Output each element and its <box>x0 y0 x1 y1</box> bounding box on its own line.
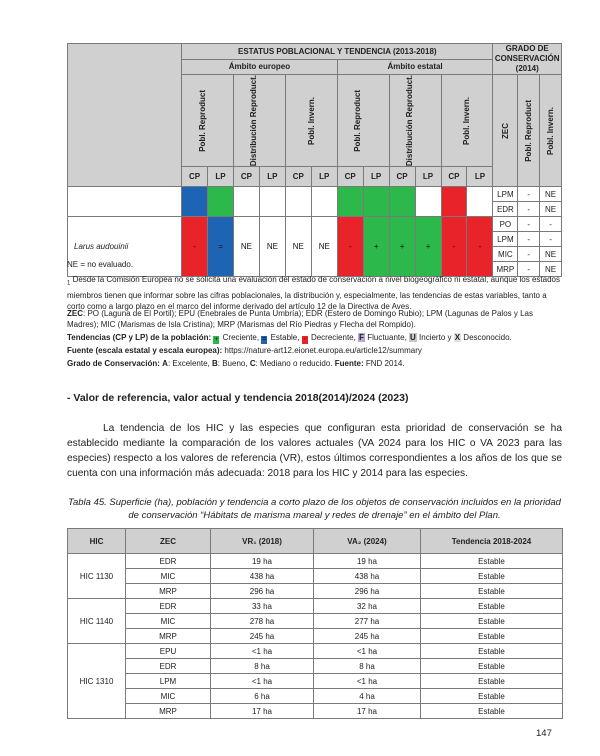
creciente-swatch: + <box>214 336 219 343</box>
species-status-table <box>67 43 562 277</box>
zec-cell: EDR <box>126 554 211 569</box>
va-cell: 19 ha <box>314 554 421 569</box>
trend-cell <box>467 187 493 217</box>
zec-cell: EDR <box>126 599 211 614</box>
zec-cell: LPM <box>126 674 211 689</box>
trend-cell <box>441 187 467 217</box>
zec-cell: MIC <box>493 247 518 262</box>
grado-invern-cell: NE <box>540 262 562 277</box>
grado-reproduct-cell: - <box>518 262 540 277</box>
va-cell: 296 ha <box>314 584 421 599</box>
grado-note <box>67 358 562 369</box>
trend-cell <box>363 187 389 217</box>
lp-header: LP <box>259 167 285 187</box>
grado-header: GRADO DE CONSERVACIÓN (2014) <box>494 44 560 73</box>
trend-cell <box>234 187 260 217</box>
tendencias-label: Tendencias (CP y LP) de la población: <box>67 333 212 342</box>
hic-cell: HIC 1310 <box>68 644 126 719</box>
tendencia-cell: Estable <box>421 659 563 674</box>
zec-note <box>67 308 562 330</box>
lp-header: LP <box>311 167 337 187</box>
ambito-europeo-header: Ámbito europeo <box>182 59 338 75</box>
zec-cell: LPM <box>493 187 518 202</box>
zec-note-text: : PO (Laguna de El Portil); EPU (Enebrales de Punta Umbría); EDR (Estero de Domingo Rubio); LPM (Lagunas de Palos y Las Madres); MIC (Marismas de Isla Cristina); MRP (Marismas del Río Piedras y Flecha del Rompido). <box>67 309 533 329</box>
tendencia-cell: Estable <box>421 629 563 644</box>
hic-cell: HIC 1130 <box>68 554 126 599</box>
grado-reproduct-cell: - <box>518 202 540 217</box>
es-distribucion-header: Distribución Reproduct. <box>405 75 415 167</box>
trend-cell: - <box>182 217 208 277</box>
incierto-swatch: U <box>410 333 416 342</box>
trend-cell: + <box>389 217 415 277</box>
vr-cell: 8 ha <box>211 659 314 674</box>
fuente-url: https://nature-art12.eionet.europa.eu/article12/summary <box>222 346 422 355</box>
trend-cell <box>285 187 311 217</box>
status-header: ESTATUS POBLACIONAL Y TENDENCIA (2013-2018) <box>182 44 493 60</box>
cp-header: CP <box>234 167 260 187</box>
grado-reproduct-cell: - <box>518 187 540 202</box>
fuente-note <box>67 345 562 356</box>
grado-b-text: : Bueno, <box>217 359 248 368</box>
zec-header: ZEC <box>126 529 211 554</box>
cp-header: CP <box>182 167 208 187</box>
lp-header: LP <box>467 167 493 187</box>
va-cell: 245 ha <box>314 629 421 644</box>
tendencia-cell: Estable <box>421 644 563 659</box>
vr-cell: 6 ha <box>211 689 314 704</box>
trend-cell: - <box>467 217 493 277</box>
grado-b: B <box>211 359 218 368</box>
lp-header: LP <box>415 167 441 187</box>
vr-cell: <1 ha <box>211 674 314 689</box>
vr-cell: 33 ha <box>211 599 314 614</box>
vr-header: VR₁ (2018) <box>211 529 314 554</box>
trend-cell: - <box>441 217 467 277</box>
trend-cell <box>415 187 441 217</box>
grado-pobl-invern-header: Pobl. Invern. <box>546 106 556 155</box>
vr-cell: 296 ha <box>211 584 314 599</box>
grado-invern-cell: - <box>540 232 562 247</box>
tendencias-note <box>67 332 562 344</box>
zec-cell: MIC <box>126 569 211 584</box>
trend-cell: NE <box>234 217 260 277</box>
estable-swatch: = <box>262 336 267 343</box>
grado-pobl-reproduct-header: Pobl. Reproduct <box>524 99 534 162</box>
trend-cell <box>182 187 208 217</box>
tendencia-cell: Estable <box>421 704 563 719</box>
decreciente-swatch: - <box>303 336 306 343</box>
grado-a: A <box>162 359 168 368</box>
zec-cell: MRP <box>493 262 518 277</box>
vr-cell: 17 ha <box>211 704 314 719</box>
tendencia-cell: Estable <box>421 584 563 599</box>
grado-reproduct-cell: - <box>518 247 540 262</box>
vr-cell: <1 ha <box>211 644 314 659</box>
eu-distribucion-header: Distribución Reproduct. <box>249 75 259 167</box>
zec-cell: EPU <box>126 644 211 659</box>
grado-fuente-text: FND 2014. <box>363 359 405 368</box>
hic-header: HIC <box>68 529 126 554</box>
grado-label: Grado de Conservación: <box>67 359 160 368</box>
section-title: - Valor de referencia, valor actual y tendencia 2018(2014)/2024 (2023) <box>67 392 409 404</box>
cp-header: CP <box>285 167 311 187</box>
trend-cell: NE <box>259 217 285 277</box>
trend-cell <box>208 187 234 217</box>
incierto-label: Incierto y <box>416 333 452 342</box>
species-name: Larus audouinii <box>68 217 182 277</box>
footnote-mark: 1 <box>67 280 71 287</box>
footnote-text: Desde la Comisión Europea no se solicita una evaluación del estado de conservación a nivel biogeográfico ni estatal, aunque los estados miembros tienen que informar sobre las cifras poblacionales, la distribución y, especialmente, las tendencias de estas variables, tanto a corto como a largo plazo en el marco del informe derivado del artículo 12 de la Directiva de Aves. <box>67 275 560 311</box>
zec-note-label: ZEC <box>67 309 83 318</box>
va-cell: 277 ha <box>314 614 421 629</box>
va-cell: 8 ha <box>314 659 421 674</box>
zec-cell: MRP <box>126 584 211 599</box>
cp-header: CP <box>389 167 415 187</box>
trend-cell: - <box>337 217 363 277</box>
grado-invern-cell: NE <box>540 187 562 202</box>
va-cell: <1 ha <box>314 644 421 659</box>
hic-cell: HIC 1140 <box>68 599 126 644</box>
zec-cell: MIC <box>126 614 211 629</box>
fluctuante-label: Fluctuante, <box>364 333 407 342</box>
eu-pobl-reproduct-header: Pobl. Reproduct <box>197 89 207 152</box>
va-cell: 438 ha <box>314 569 421 584</box>
page-number: 147 <box>536 728 552 739</box>
grado-reproduct-cell: - <box>518 232 540 247</box>
desconocido-label: Desconocido. <box>461 333 512 342</box>
va-cell: 4 ha <box>314 689 421 704</box>
grado-a-text: : Excelente, <box>167 359 210 368</box>
tendencia-cell: Estable <box>421 614 563 629</box>
grado-c: C <box>249 359 256 368</box>
tendencia-cell: Estable <box>421 554 563 569</box>
va-header: VA₂ (2024) <box>314 529 421 554</box>
tendencia-cell: Estable <box>421 599 563 614</box>
vr-cell: 19 ha <box>211 554 314 569</box>
vr-cell: 438 ha <box>211 569 314 584</box>
zec-cell: MRP <box>126 629 211 644</box>
trend-cell <box>337 187 363 217</box>
zec-cell: LPM <box>493 232 518 247</box>
estable-label: Estable, <box>268 333 300 342</box>
zec-cell: MIC <box>126 689 211 704</box>
zec-cell: EDR <box>493 202 518 217</box>
trend-cell <box>311 187 337 217</box>
tendencia-cell: Estable <box>421 689 563 704</box>
table-caption: Tabla 45. Superficie (ha), población y tendencia a corto plazo de los objetos de conservación incluidos en la prioridad de conservación “Hábitats de marisma mareal y redes de drenaje” en el ámbito del Plan. <box>68 497 561 521</box>
vr-cell: 278 ha <box>211 614 314 629</box>
zec-cell: EDR <box>126 659 211 674</box>
species-cell-empty <box>68 187 182 217</box>
body-paragraph: La tendencia de los HIC y las especies que configuran esta prioridad de conservación se ha establecido mediante la comparación de los valores actuales (VA 2024 para los HIC o VA 2023 para las especies) respecto a los valores de referencia (VR), estos últimos correspondientes a los años de los que se cuenta con una información más adecuada: 2018 para los HIC y 2014 para las especies. <box>67 423 562 479</box>
trend-cell: + <box>363 217 389 277</box>
zec-header: ZEC <box>500 122 510 139</box>
trend-cell <box>259 187 285 217</box>
tendencia-header: Tendencia 2018-2024 <box>421 529 563 554</box>
hic-surface-table <box>67 528 563 719</box>
lp-header: LP <box>208 167 234 187</box>
cp-header: CP <box>441 167 467 187</box>
es-pobl-reproduct-header: Pobl. Reproduct <box>353 89 363 152</box>
ambito-estatal-header: Ámbito estatal <box>337 59 493 75</box>
desconocido-swatch: X <box>454 333 461 342</box>
lp-header: LP <box>363 167 389 187</box>
zec-cell: PO <box>493 217 518 232</box>
es-pobl-invern-header: Pobl. Invern. <box>462 96 472 145</box>
grado-invern-cell: NE <box>540 202 562 217</box>
vr-cell: 245 ha <box>211 629 314 644</box>
ne-note: NE = no evaluado. <box>67 260 134 269</box>
grado-invern-cell: - <box>540 217 562 232</box>
trend-cell: NE <box>285 217 311 277</box>
trend-cell: NE <box>311 217 337 277</box>
table-corner <box>68 44 182 187</box>
va-cell: <1 ha <box>314 674 421 689</box>
grado-reproduct-cell: - <box>518 217 540 232</box>
tendencia-cell: Estable <box>421 569 563 584</box>
creciente-label: Creciente, <box>220 333 260 342</box>
footnote <box>67 274 562 312</box>
fluctuante-swatch: F <box>359 333 364 342</box>
cp-header: CP <box>337 167 363 187</box>
tendencia-cell: Estable <box>421 674 563 689</box>
fuente-label: Fuente (escala estatal y escala europea): <box>67 346 223 355</box>
decreciente-label: Decreciente, <box>308 333 356 342</box>
trend-cell: = <box>208 217 234 277</box>
va-cell: 32 ha <box>314 599 421 614</box>
trend-cell <box>389 187 415 217</box>
zec-cell: MRP <box>126 704 211 719</box>
grado-invern-cell: NE <box>540 247 562 262</box>
trend-cell: + <box>415 217 441 277</box>
va-cell: 17 ha <box>314 704 421 719</box>
grado-fuente-label: Fuente: <box>334 359 364 368</box>
grado-c-text: : Mediano o reducido. <box>255 359 333 368</box>
eu-pobl-invern-header: Pobl. Invern. <box>306 96 316 145</box>
